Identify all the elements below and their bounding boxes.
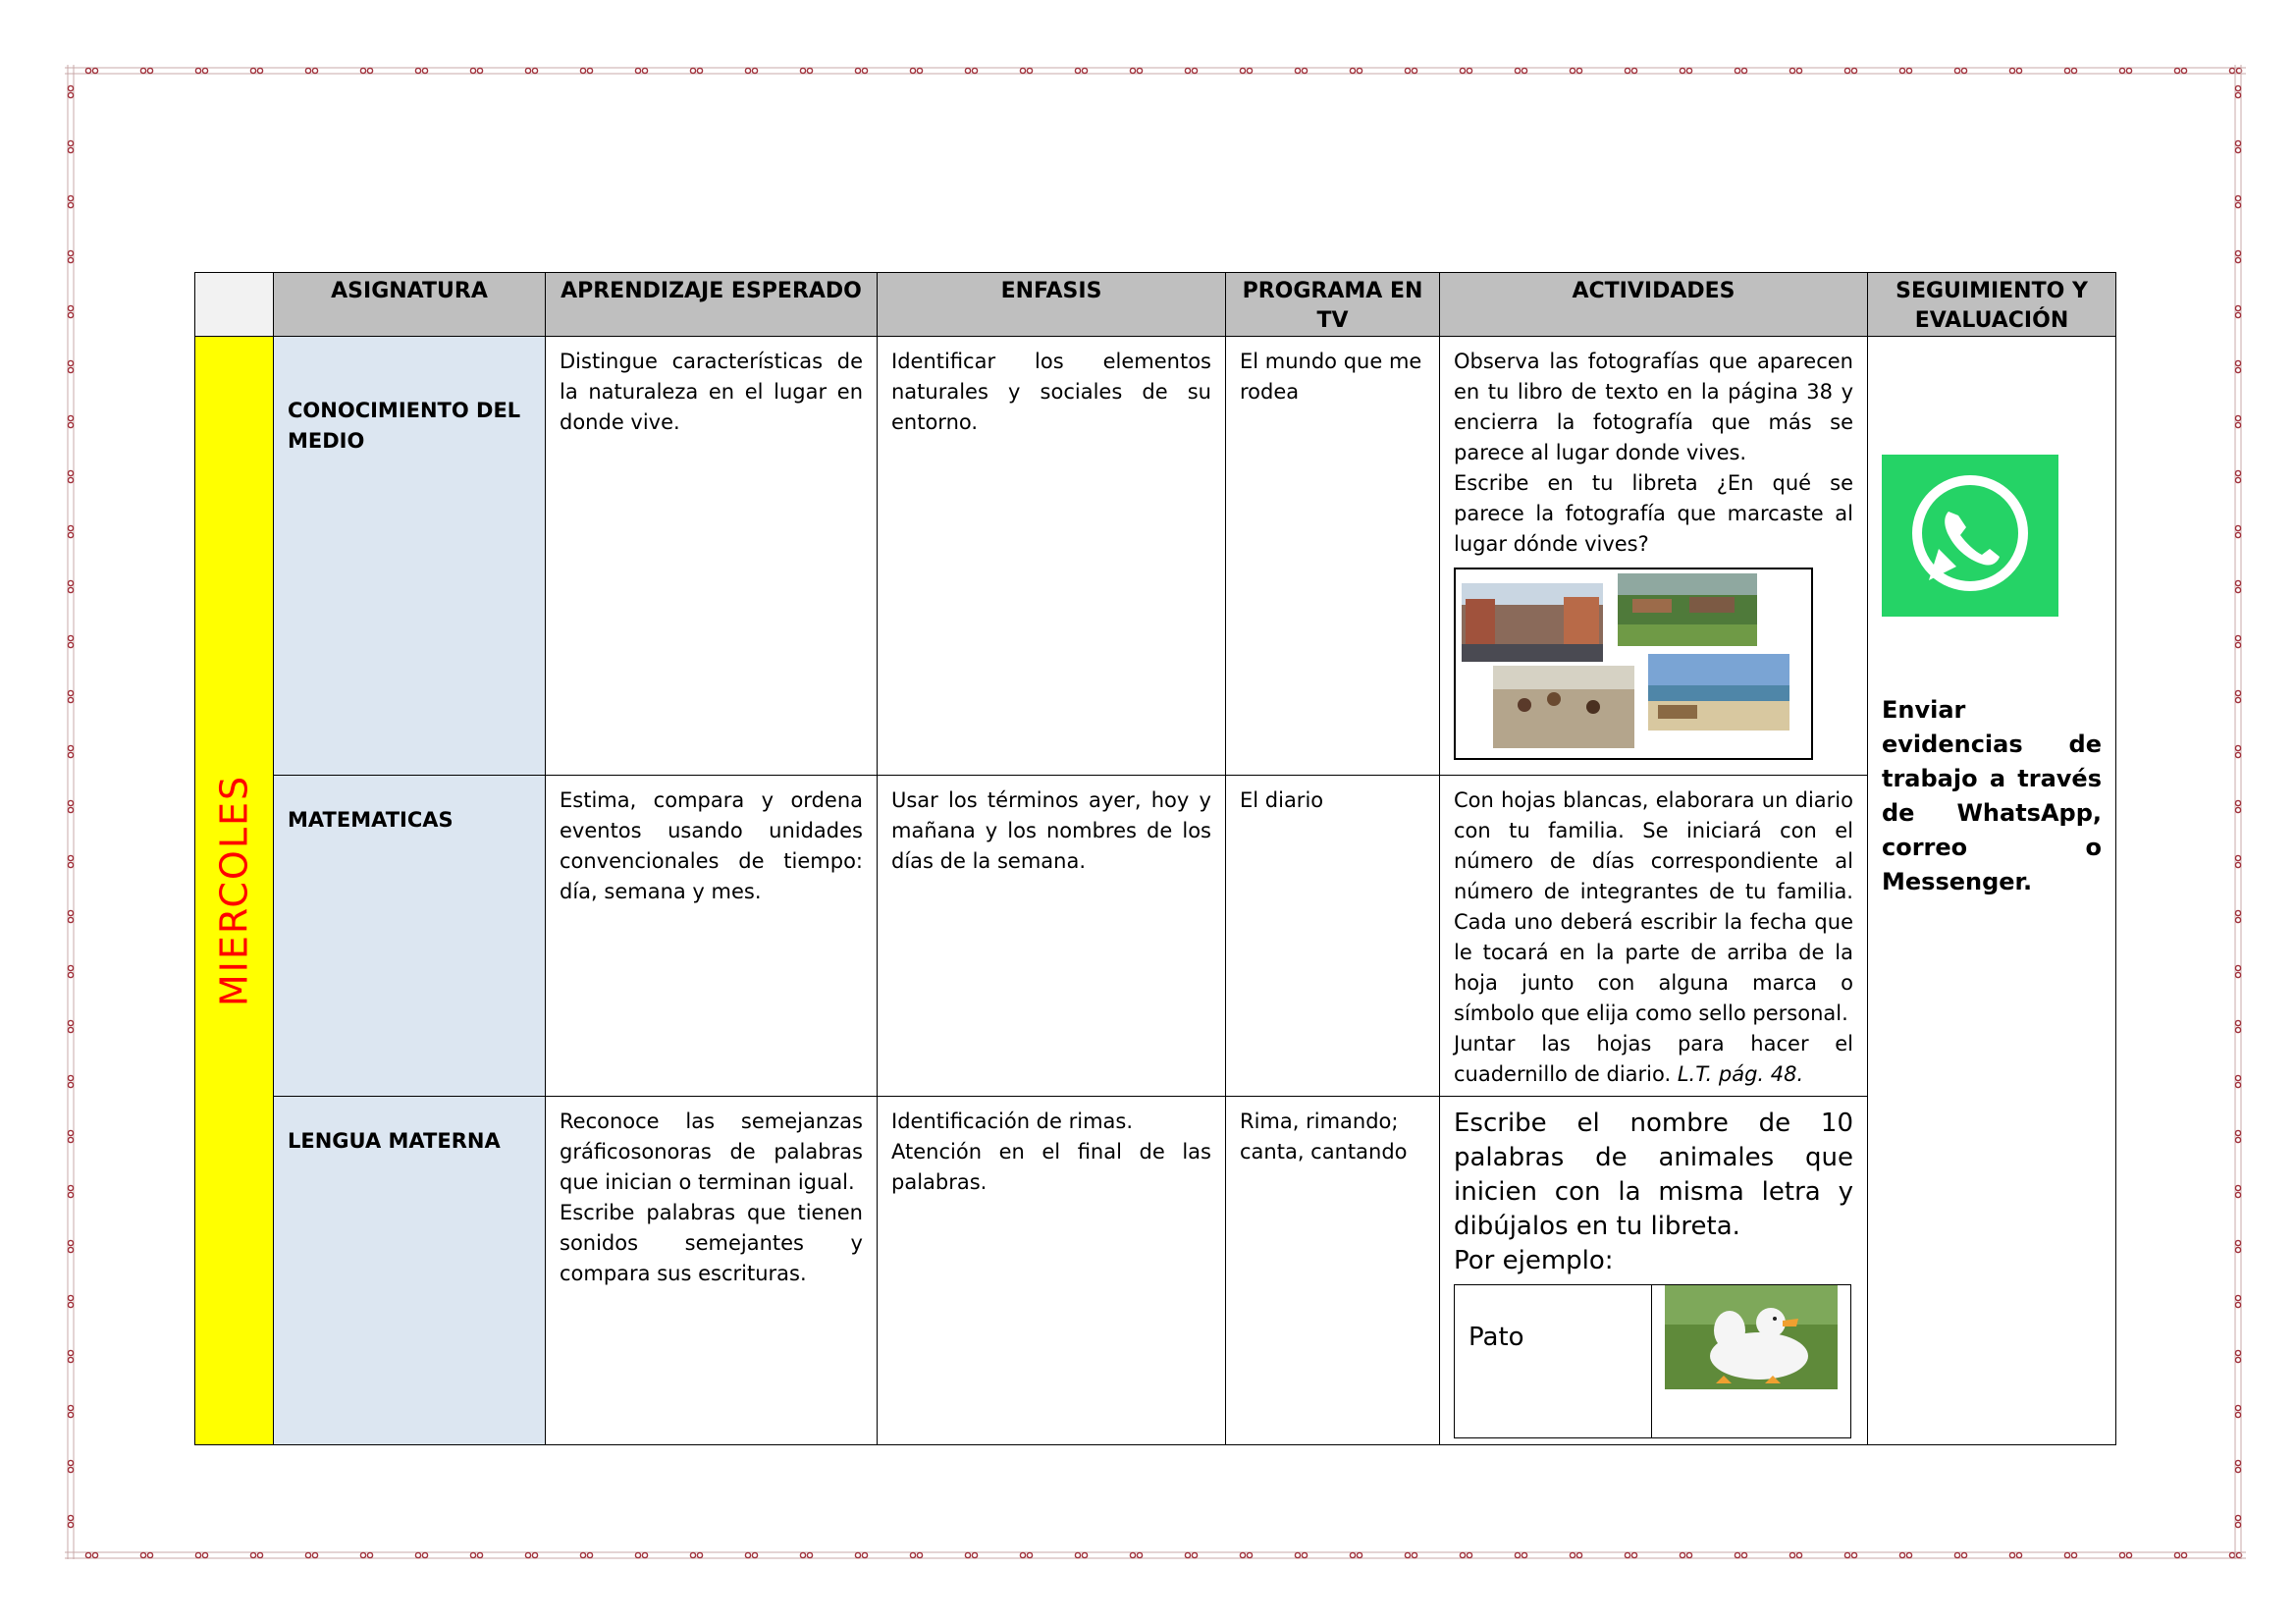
aprendizaje-paragraph: Escribe palabras que tienen sonidos semejantes y compara sus escrituras. bbox=[560, 1201, 863, 1285]
header-enfasis: ENFASIS bbox=[878, 273, 1226, 337]
header-aprendizaje: APRENDIZAJE ESPERADO bbox=[546, 273, 878, 337]
example-word: Pato bbox=[1468, 1323, 1524, 1352]
schedule-table bbox=[194, 272, 2116, 1445]
actividades-text: Juntar las hojas para hacer el cuadernillo de diario. bbox=[1454, 1032, 1853, 1086]
programa-cell: El mundo que me rodea bbox=[1226, 337, 1440, 776]
table-row bbox=[195, 1097, 2116, 1445]
aprendizaje-paragraph: Reconoce las semejanzas gráficosonoras de palabras que inician o terminan igual. bbox=[560, 1110, 863, 1194]
enfasis-cell: Identificar los elementos naturales y sociales de su entorno. bbox=[878, 337, 1226, 776]
landscape-photos-collage bbox=[1454, 568, 1813, 760]
example-table bbox=[1454, 1284, 1851, 1438]
aprendizaje-cell: Distingue características de la naturaleza en el lugar en donde vive. bbox=[546, 337, 878, 776]
header-programa: PROGRAMA EN TV bbox=[1226, 273, 1440, 337]
seguimiento-text: Enviar evidencias de trabajo a través de WhatsApp, correo o Messenger. bbox=[1882, 696, 2102, 895]
duck-photo bbox=[1665, 1285, 1838, 1389]
actividades-cell bbox=[1440, 1097, 1868, 1445]
header-actividades: ACTIVIDADES bbox=[1440, 273, 1868, 337]
aprendizaje-cell bbox=[546, 1097, 878, 1445]
subject-cell bbox=[274, 1097, 546, 1445]
subject-label: MATEMATICAS bbox=[288, 808, 454, 832]
enfasis-paragraph: Identificación de rimas. bbox=[891, 1110, 1134, 1133]
actividades-paragraph: Con hojas blancas, elaborara un diario con tu familia. Se iniciará con el número de días correspondiente al número de integrantes de tu familia. Cada uno deberá escribir la fecha que le tocará en la parte de arriba de la hoja junto con alguna marca o símbolo que elija como sello personal. bbox=[1454, 788, 1853, 1025]
header-row bbox=[195, 273, 2116, 337]
example-image-cell bbox=[1652, 1285, 1851, 1438]
enfasis-paragraph: Atención en el final de las palabras. bbox=[891, 1140, 1211, 1194]
actividades-paragraph bbox=[1454, 1029, 1853, 1090]
subject-cell bbox=[274, 337, 546, 776]
enfasis-cell: Usar los términos ayer, hoy y mañana y los nombres de los días de la semana. bbox=[878, 776, 1226, 1097]
table-row bbox=[195, 337, 2116, 776]
actividades-cell bbox=[1440, 776, 1868, 1097]
actividades-paragraph: Por ejemplo: bbox=[1454, 1246, 1614, 1275]
actividades-paragraph: Escribe el nombre de 10 palabras de animales que inicien con la misma letra y dibújalos en tu libreta. bbox=[1454, 1109, 1853, 1241]
day-label: MIERCOLES bbox=[212, 774, 255, 1007]
programa-cell: El diario bbox=[1226, 776, 1440, 1097]
enfasis-cell bbox=[878, 1097, 1226, 1445]
aprendizaje-cell: Estima, compara y ordena eventos usando unidades convencionales de tiempo: día, semana y mes. bbox=[546, 776, 878, 1097]
subject-cell bbox=[274, 776, 546, 1097]
seguimiento-cell bbox=[1868, 337, 2116, 1445]
actividades-paragraph: Observa las fotografías que aparecen en tu libro de texto en la página 38 y encierra la fotografía que más se parece al lugar donde vives. bbox=[1454, 350, 1853, 464]
programa-cell: Rima, rimando; canta, cantando bbox=[1226, 1097, 1440, 1445]
header-asignatura: ASIGNATURA bbox=[274, 273, 546, 337]
subject-label: CONOCIMIENTO DEL MEDIO bbox=[288, 399, 521, 453]
example-word-cell bbox=[1455, 1285, 1652, 1438]
actividades-cell bbox=[1440, 337, 1868, 776]
corner-cell bbox=[195, 273, 274, 337]
textbook-reference: L.T. pág. 48. bbox=[1677, 1062, 1804, 1086]
header-seguimiento: SEGUIMIENTO Y EVALUACIÓN bbox=[1868, 273, 2116, 337]
actividades-paragraph: Escribe en tu libreta ¿En qué se parece la fotografía que marcaste al lugar dónde vives? bbox=[1454, 471, 1853, 556]
subject-label: LENGUA MATERNA bbox=[288, 1129, 501, 1153]
day-cell bbox=[195, 337, 274, 1445]
whatsapp-icon bbox=[1882, 455, 2058, 617]
table-row bbox=[195, 776, 2116, 1097]
